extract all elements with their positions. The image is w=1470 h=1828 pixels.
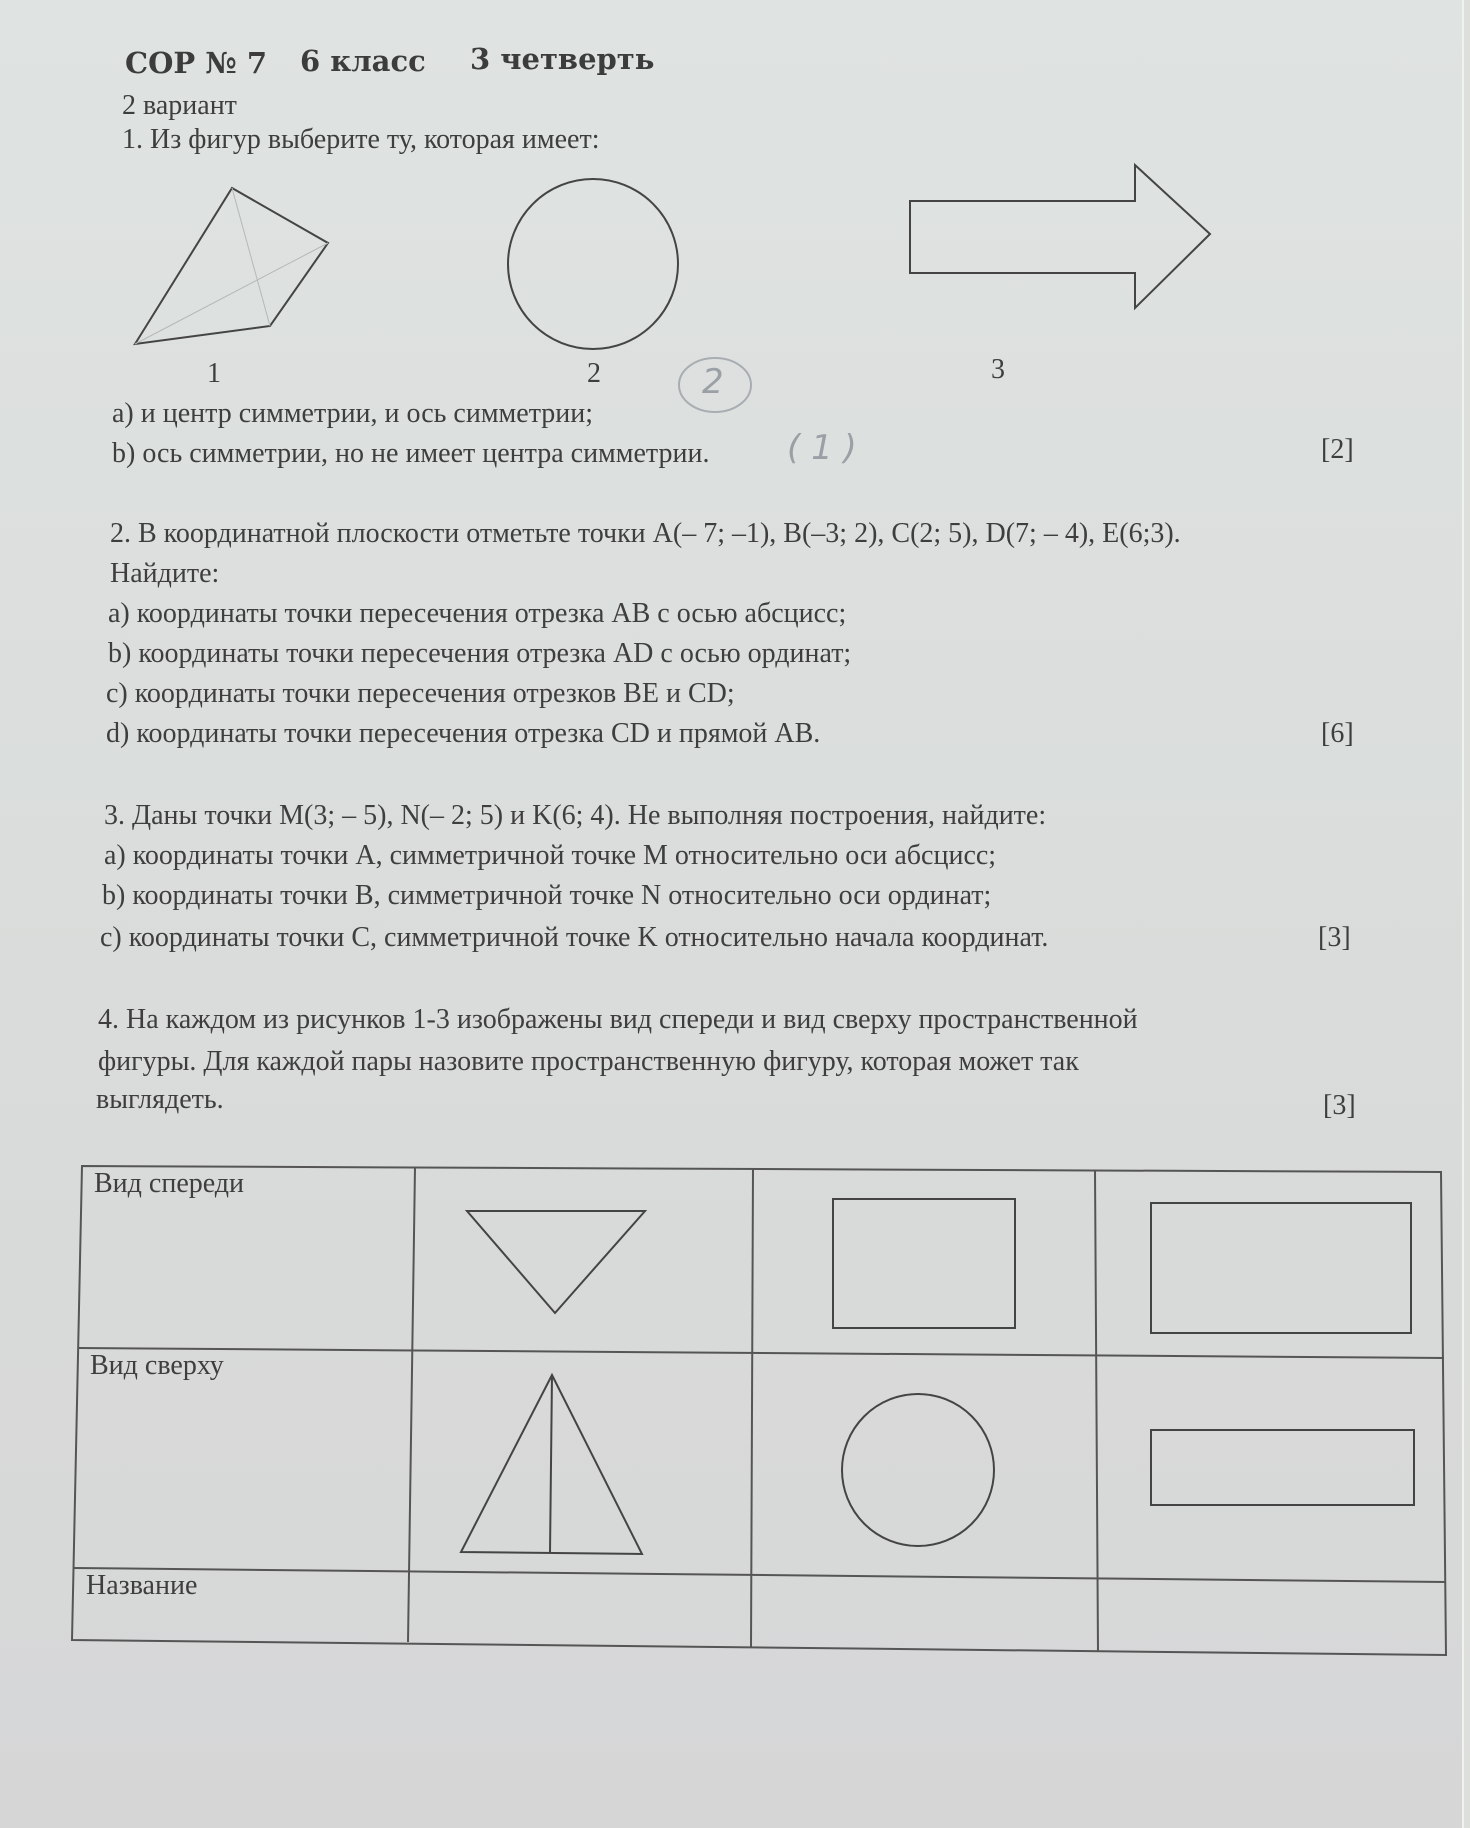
sor-number: СОР № 7: [125, 46, 268, 80]
task2-line1: 2. В координатной плоскости отметьте точки A(– 7; –1), B(–3; 2), C(2; 5), D(7; – 4), E(6;3).: [110, 518, 1181, 549]
task2-score: [6]: [1321, 718, 1354, 749]
views-table-grid: [72, 1166, 1446, 1655]
task1-question: 1. Из фигур выберите ту, которая имеет:: [122, 124, 600, 155]
figure-label-2: 2: [587, 358, 601, 389]
circle-figure: [508, 179, 678, 349]
task4-line2: фигуры. Для каждой пары назовите пространственную фигуру, которая может так: [98, 1046, 1079, 1077]
kite-diagonal-1: [232, 188, 270, 326]
figure-label-1: 1: [207, 358, 221, 389]
grade-label: 6 класс: [300, 44, 426, 78]
handwritten-answer-b: ( 1 ): [787, 428, 857, 468]
task3-c: c) координаты точки C, симметричной точке K относительно начала координат.: [100, 922, 1049, 953]
task3-a: a) координаты точки A, симметричной точке M относительно оси абсцисс;: [104, 840, 997, 871]
row-label-top-view: Вид сверху: [90, 1350, 224, 1381]
task4-line3: выглядеть.: [96, 1084, 224, 1115]
task3-line1: 3. Даны точки M(3; – 5), N(– 2; 5) и K(6; 4). Не выполняя построения, найдите:: [104, 800, 1047, 831]
task1-score: [2]: [1321, 434, 1354, 465]
task2-b: b) координаты точки пересечения отрезка AD с осью ординат;: [108, 638, 852, 669]
row-label-front-view: Вид спереди: [94, 1168, 245, 1199]
figure-label-3: 3: [991, 354, 1005, 385]
front-view-rectangle-3: [1151, 1203, 1411, 1333]
top-view-rectangle: [1151, 1430, 1414, 1505]
task4-line1: 4. На каждом из рисунков 1-3 изображены вид спереди и вид сверху пространственной: [98, 1004, 1138, 1035]
task3-score: [3]: [1318, 922, 1351, 953]
front-view-triangle: [467, 1211, 645, 1313]
kite-figure: [135, 188, 328, 344]
handwritten-answer-a: 2: [702, 362, 724, 402]
arrow-figure: [910, 165, 1210, 308]
quarter-label: 3 четверть: [470, 42, 655, 76]
task1-option-b: b) ось симметрии, но не имеет центра симметрии.: [112, 438, 710, 469]
task2-a: a) координаты точки пересечения отрезка AB с осью абсцисс;: [108, 598, 847, 629]
task2-c: c) координаты точки пересечения отрезков BE и CD;: [106, 678, 735, 709]
variant-label: 2 вариант: [122, 90, 237, 121]
task2-line2: Найдите:: [110, 558, 220, 589]
front-view-rectangle-2: [833, 1199, 1015, 1328]
top-view-circle: [842, 1394, 994, 1546]
task4-score: [3]: [1323, 1090, 1356, 1121]
task1-option-a: a) и центр симметрии, и ось симметрии;: [112, 398, 594, 429]
top-view-triangle-median: [550, 1375, 552, 1553]
kite-diagonal-2: [135, 243, 328, 344]
task2-d: d) координаты точки пересечения отрезка CD и прямой AB.: [106, 718, 821, 749]
task3-b: b) координаты точки B, симметричной точке N относительно оси ординат;: [102, 880, 992, 911]
row-label-name: Название: [86, 1570, 198, 1601]
